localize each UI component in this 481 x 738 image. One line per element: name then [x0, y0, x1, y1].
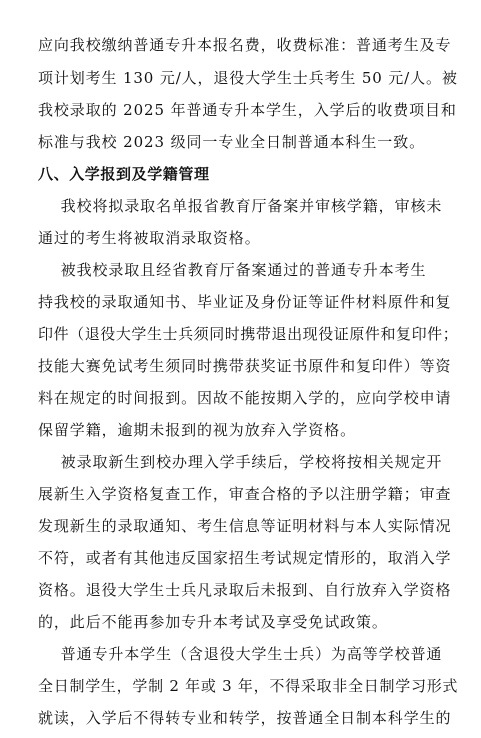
paragraph-line: 标准与我校 2023 级同一专业全日制普通本科生一致。	[38, 133, 426, 151]
paragraph-line: 被录取新生到校办理入学手续后，学校将按相关规定开	[38, 453, 443, 471]
paragraph-line: 就读，入学后不得转专业和转学，按普通全日制本科学生的	[38, 709, 452, 727]
paragraph-line: 持我校的录取通知书、毕业证及身份证等证件材料原件和复	[38, 293, 452, 311]
paragraph-line: 通过的考生将被取消录取资格。	[38, 229, 261, 247]
paragraph-line: 的，此后不能再参加专升本考试及享受免试政策。	[38, 613, 388, 631]
paragraph-line: 被我校录取且经省教育厅备案通过的普通专升本考生	[38, 261, 427, 279]
paragraph-line: 资格。退役大学生士兵凡录取后未报到、自行放弃入学资格	[38, 581, 452, 599]
paragraph-line: 技能大赛免试考生须同时携带获奖证书原件和复印件）等资	[38, 357, 452, 375]
paragraph-line: 印件（退役大学生士兵须同时携带退出现役证原件和复印件；	[38, 325, 459, 343]
paragraph-line: 发现新生的录取通知、考生信息等证明材料与本人实际情况	[38, 517, 452, 535]
paragraph-line: 料在规定的时间报到。因故不能按期入学的，应向学校申请	[38, 389, 452, 407]
paragraph-line: 普通专升本学生（含退役大学生士兵）为高等学校普通	[38, 645, 443, 663]
paragraph-line: 我校录取的 2025 年普通专升本学生，入学后的收费项目和	[38, 101, 457, 119]
paragraph-line: 不符，或者有其他违反国家招生考试规定情形的，取消入学	[38, 549, 452, 567]
paragraph-line: 项计划考生 130 元/人，退役大学生士兵考生 50 元/人。被	[38, 69, 458, 87]
paragraph-line: 全日制学生，学制 2 年或 3 年，不得采取非全日制学习形式	[38, 677, 459, 695]
paragraph-line: 应向我校缴纳普通专升本报名费，收费标准：普通考生及专	[38, 36, 452, 54]
paragraph-line: 展新生入学资格复查工作，审查合格的予以注册学籍；审查	[38, 485, 452, 503]
paragraph-line: 保留学籍，逾期未报到的视为放弃入学资格。	[38, 421, 357, 439]
section-heading: 八、入学报到及学籍管理	[38, 165, 210, 183]
paragraph-line: 我校将拟录取名单报省教育厅备案并审核学籍，审核未	[38, 197, 443, 215]
